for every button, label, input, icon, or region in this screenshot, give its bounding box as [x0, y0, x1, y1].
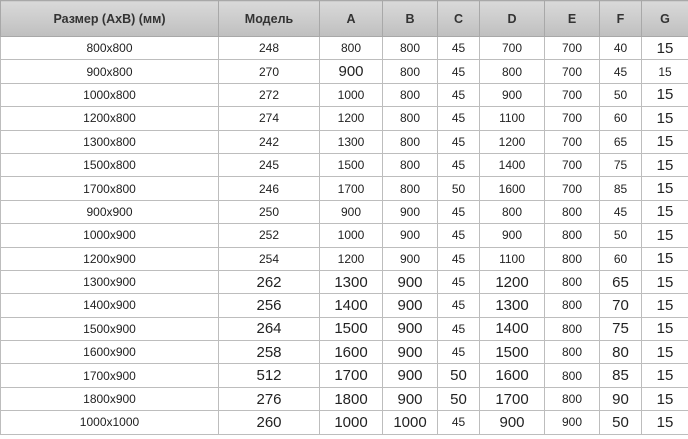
- cell-d: 900: [480, 83, 545, 106]
- cell-a: 1700: [320, 364, 383, 387]
- header-b: B: [383, 1, 438, 37]
- cell-b: 900: [383, 224, 438, 247]
- table-row: [1, 387, 688, 410]
- header-f: F: [600, 1, 642, 37]
- table-row: [1, 60, 688, 83]
- cell-a: 800: [320, 37, 383, 60]
- cell-d: 1600: [480, 364, 545, 387]
- cell-a: 1200: [320, 107, 383, 130]
- cell-c: 50: [438, 387, 480, 410]
- cell-g: 15: [642, 107, 688, 130]
- cell-model: 264: [219, 317, 320, 340]
- cell-g: 15: [642, 60, 688, 83]
- cell-c: 45: [438, 247, 480, 270]
- table-row: [1, 83, 688, 106]
- table-row: [1, 411, 688, 434]
- cell-b: 900: [383, 387, 438, 410]
- cell-e: 900: [545, 411, 600, 434]
- cell-g: 15: [642, 294, 688, 317]
- cell-c: 45: [438, 153, 480, 176]
- table-row: [1, 107, 688, 130]
- header-row: [1, 1, 688, 37]
- table-row: [1, 177, 688, 200]
- cell-g: 15: [642, 130, 688, 153]
- cell-g: 15: [642, 364, 688, 387]
- cell-b: 900: [383, 247, 438, 270]
- cell-g: 15: [642, 83, 688, 106]
- cell-d: 1600: [480, 177, 545, 200]
- cell-e: 800: [545, 364, 600, 387]
- cell-size: 1500x900: [1, 317, 219, 340]
- cell-b: 900: [383, 341, 438, 364]
- cell-c: 45: [438, 200, 480, 223]
- cell-f: 50: [600, 83, 642, 106]
- cell-model: 242: [219, 130, 320, 153]
- cell-size: 1400x900: [1, 294, 219, 317]
- cell-e: 700: [545, 177, 600, 200]
- cell-c: 45: [438, 60, 480, 83]
- cell-model: 272: [219, 83, 320, 106]
- table-row: [1, 224, 688, 247]
- cell-f: 60: [600, 107, 642, 130]
- cell-b: 900: [383, 317, 438, 340]
- cell-model: 252: [219, 224, 320, 247]
- cell-b: 1000: [383, 411, 438, 434]
- table-body: [1, 37, 688, 435]
- cell-model: 248: [219, 37, 320, 60]
- cell-size: 900x900: [1, 200, 219, 223]
- header-model: Модель: [219, 1, 320, 37]
- cell-f: 85: [600, 364, 642, 387]
- cell-model: 245: [219, 153, 320, 176]
- cell-e: 800: [545, 224, 600, 247]
- cell-f: 90: [600, 387, 642, 410]
- cell-e: 800: [545, 200, 600, 223]
- table-header: [1, 1, 688, 37]
- cell-a: 1200: [320, 247, 383, 270]
- cell-b: 800: [383, 130, 438, 153]
- cell-b: 900: [383, 294, 438, 317]
- cell-g: 15: [642, 153, 688, 176]
- table-row: [1, 153, 688, 176]
- cell-f: 45: [600, 60, 642, 83]
- cell-f: 70: [600, 294, 642, 317]
- table-row: [1, 294, 688, 317]
- cell-d: 900: [480, 411, 545, 434]
- cell-e: 700: [545, 153, 600, 176]
- header-g: G: [642, 1, 688, 37]
- cell-a: 1300: [320, 130, 383, 153]
- table-row: [1, 200, 688, 223]
- cell-model: 246: [219, 177, 320, 200]
- cell-g: 15: [642, 177, 688, 200]
- cell-f: 75: [600, 317, 642, 340]
- cell-a: 1000: [320, 83, 383, 106]
- cell-d: 1100: [480, 247, 545, 270]
- cell-f: 60: [600, 247, 642, 270]
- cell-f: 85: [600, 177, 642, 200]
- cell-g: 15: [642, 387, 688, 410]
- cell-d: 1700: [480, 387, 545, 410]
- cell-c: 45: [438, 107, 480, 130]
- cell-e: 800: [545, 341, 600, 364]
- cell-a: 1300: [320, 270, 383, 293]
- cell-e: 700: [545, 83, 600, 106]
- cell-d: 1200: [480, 270, 545, 293]
- cell-a: 1500: [320, 317, 383, 340]
- cell-c: 50: [438, 364, 480, 387]
- table-row: [1, 270, 688, 293]
- cell-e: 700: [545, 60, 600, 83]
- cell-e: 800: [545, 270, 600, 293]
- cell-f: 80: [600, 341, 642, 364]
- cell-b: 900: [383, 200, 438, 223]
- header-e: E: [545, 1, 600, 37]
- cell-model: 260: [219, 411, 320, 434]
- cell-size: 1500x800: [1, 153, 219, 176]
- cell-e: 800: [545, 294, 600, 317]
- table-row: [1, 130, 688, 153]
- cell-e: 800: [545, 247, 600, 270]
- cell-size: 1700x800: [1, 177, 219, 200]
- cell-f: 65: [600, 130, 642, 153]
- cell-size: 1200x900: [1, 247, 219, 270]
- header-a: A: [320, 1, 383, 37]
- cell-b: 800: [383, 153, 438, 176]
- cell-model: 274: [219, 107, 320, 130]
- cell-d: 1400: [480, 153, 545, 176]
- cell-c: 45: [438, 130, 480, 153]
- cell-f: 75: [600, 153, 642, 176]
- cell-size: 1200x800: [1, 107, 219, 130]
- cell-c: 45: [438, 317, 480, 340]
- cell-size: 1000x900: [1, 224, 219, 247]
- cell-c: 45: [438, 270, 480, 293]
- table-row: [1, 247, 688, 270]
- cell-e: 700: [545, 107, 600, 130]
- cell-c: 45: [438, 224, 480, 247]
- cell-model: 262: [219, 270, 320, 293]
- cell-a: 1000: [320, 411, 383, 434]
- header-d: D: [480, 1, 545, 37]
- cell-model: 254: [219, 247, 320, 270]
- table-row: [1, 364, 688, 387]
- cell-g: 15: [642, 224, 688, 247]
- cell-d: 700: [480, 37, 545, 60]
- cell-a: 1000: [320, 224, 383, 247]
- cell-size: 1300x800: [1, 130, 219, 153]
- cell-a: 1700: [320, 177, 383, 200]
- cell-size: 1300x900: [1, 270, 219, 293]
- cell-d: 1100: [480, 107, 545, 130]
- cell-model: 250: [219, 200, 320, 223]
- cell-f: 65: [600, 270, 642, 293]
- cell-d: 800: [480, 60, 545, 83]
- header-c: C: [438, 1, 480, 37]
- cell-b: 800: [383, 83, 438, 106]
- table-row: [1, 341, 688, 364]
- cell-c: 50: [438, 177, 480, 200]
- cell-model: 276: [219, 387, 320, 410]
- cell-d: 1200: [480, 130, 545, 153]
- cell-size: 900x800: [1, 60, 219, 83]
- cell-g: 15: [642, 37, 688, 60]
- cell-e: 700: [545, 130, 600, 153]
- cell-c: 45: [438, 341, 480, 364]
- cell-f: 45: [600, 200, 642, 223]
- cell-g: 15: [642, 341, 688, 364]
- cell-a: 1500: [320, 153, 383, 176]
- cell-g: 15: [642, 411, 688, 434]
- cell-b: 900: [383, 270, 438, 293]
- cell-model: 256: [219, 294, 320, 317]
- cell-a: 900: [320, 200, 383, 223]
- cell-b: 900: [383, 364, 438, 387]
- cell-size: 1700x900: [1, 364, 219, 387]
- cell-d: 1300: [480, 294, 545, 317]
- cell-d: 800: [480, 200, 545, 223]
- cell-model: 512: [219, 364, 320, 387]
- cell-c: 45: [438, 294, 480, 317]
- cell-model: 258: [219, 341, 320, 364]
- cell-size: 1000x800: [1, 83, 219, 106]
- header-size: Размер (АxВ) (мм): [1, 1, 219, 37]
- cell-c: 45: [438, 83, 480, 106]
- cell-e: 700: [545, 37, 600, 60]
- cell-a: 1600: [320, 341, 383, 364]
- cell-b: 800: [383, 107, 438, 130]
- cell-model: 270: [219, 60, 320, 83]
- cell-size: 1800x900: [1, 387, 219, 410]
- cell-a: 1400: [320, 294, 383, 317]
- cell-g: 15: [642, 270, 688, 293]
- cell-f: 50: [600, 411, 642, 434]
- cell-c: 45: [438, 411, 480, 434]
- cell-g: 15: [642, 317, 688, 340]
- table-row: [1, 317, 688, 340]
- cell-c: 45: [438, 37, 480, 60]
- cell-f: 50: [600, 224, 642, 247]
- cell-g: 15: [642, 200, 688, 223]
- cell-e: 800: [545, 387, 600, 410]
- cell-b: 800: [383, 37, 438, 60]
- cell-b: 800: [383, 60, 438, 83]
- cell-size: 1000x1000: [1, 411, 219, 434]
- cell-size: 1600x900: [1, 341, 219, 364]
- cell-b: 800: [383, 177, 438, 200]
- cell-f: 40: [600, 37, 642, 60]
- cell-d: 1500: [480, 341, 545, 364]
- cell-a: 900: [320, 60, 383, 83]
- cell-d: 1400: [480, 317, 545, 340]
- cell-a: 1800: [320, 387, 383, 410]
- cell-e: 800: [545, 317, 600, 340]
- cell-size: 800x800: [1, 37, 219, 60]
- table-row: [1, 37, 688, 60]
- cell-g: 15: [642, 247, 688, 270]
- cell-d: 900: [480, 224, 545, 247]
